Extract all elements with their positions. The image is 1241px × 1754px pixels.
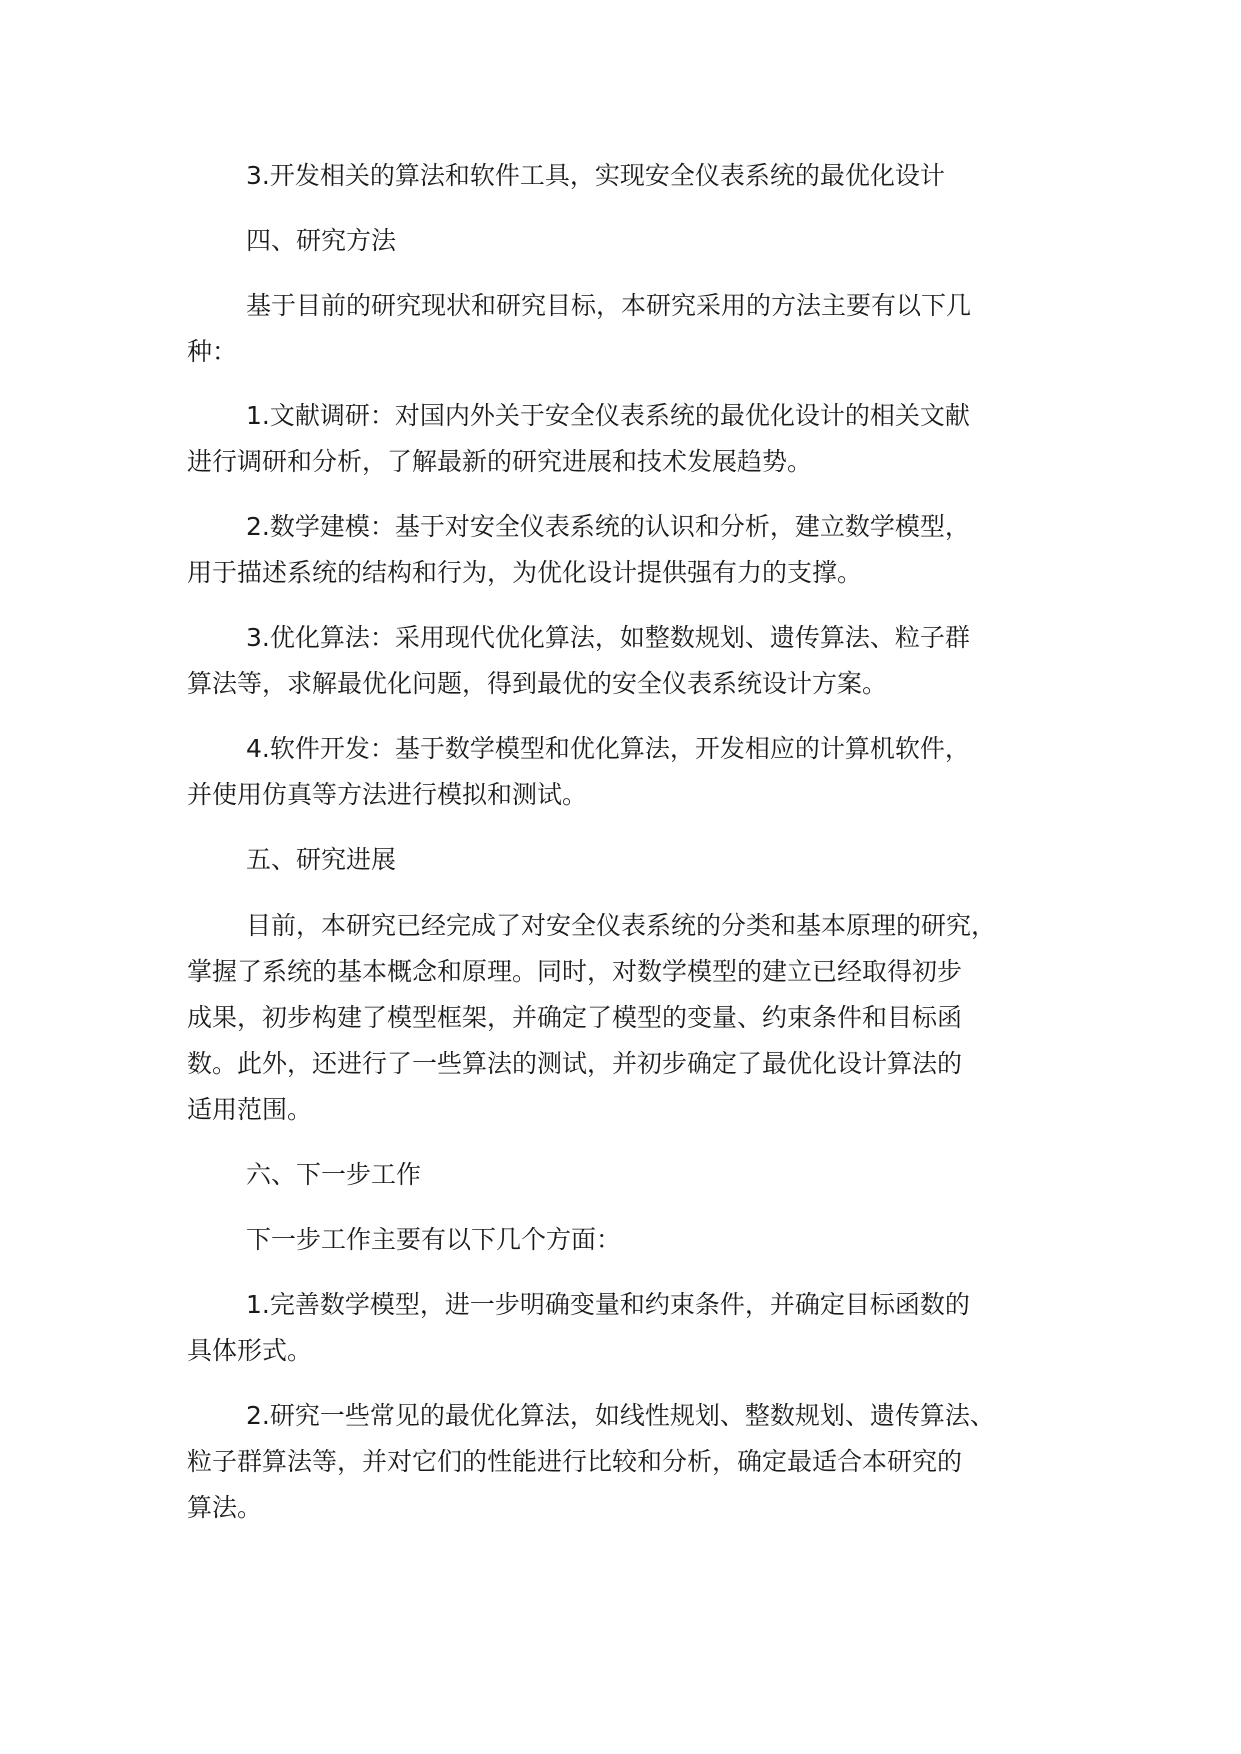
methods-intro-line: 基于目前的研究现状和研究目标，本研究采用的方法主要有以下几: [246, 291, 972, 320]
method-literature-line: 1.文献调研：对国内外关于安全仪表系统的最优化设计的相关文献: [246, 401, 970, 430]
progress-paragraph-line: 掌握了系统的基本概念和原理。同时，对数学模型的建立已经取得初步: [187, 957, 963, 986]
method-optimization-line: 算法等，求解最优化问题，得到最优的安全仪表系统设计方案。: [187, 669, 888, 698]
next-step-2-line: 2.研究一些常见的最优化算法，如线性规划、整数规划、遗传算法、: [246, 1401, 995, 1430]
method-optimization-line: 3.优化算法：采用现代优化算法，如整数规划、遗传算法、粒子群: [246, 623, 970, 652]
heading-research-progress: 五、研究进展: [246, 845, 397, 874]
method-modeling-line: 用于描述系统的结构和行为，为优化设计提供强有力的支撑。: [187, 558, 863, 587]
next-step-1-line: 具体形式。: [187, 1336, 313, 1365]
progress-paragraph-line: 成果，初步构建了模型框架，并确定了模型的变量、约束条件和目标函: [187, 1003, 963, 1032]
method-literature-line: 进行调研和分析，了解最新的研究进展和技术发展趋势。: [187, 447, 813, 476]
item-3-software-tools: 3.开发相关的算法和软件工具，实现安全仪表系统的最优化设计: [246, 161, 945, 190]
next-steps-intro: 下一步工作主要有以下几个方面：: [246, 1225, 622, 1254]
heading-next-steps: 六、下一步工作: [246, 1160, 422, 1189]
heading-research-methods: 四、研究方法: [246, 226, 397, 255]
method-software-line: 4.软件开发：基于数学模型和优化算法，开发相应的计算机软件，: [246, 734, 970, 763]
method-software-line: 并使用仿真等方法进行模拟和测试。: [187, 780, 588, 809]
progress-paragraph-line: 目前，本研究已经完成了对安全仪表系统的分类和基本原理的研究，: [246, 911, 997, 940]
method-modeling-line: 2.数学建模：基于对安全仪表系统的认识和分析，建立数学模型，: [246, 512, 970, 541]
next-step-2-line: 粒子群算法等，并对它们的性能进行比较和分析，确定最适合本研究的: [187, 1447, 963, 1476]
progress-paragraph-line: 适用范围。: [187, 1095, 313, 1124]
methods-intro-line: 种：: [187, 337, 238, 366]
next-step-1-line: 1.完善数学模型，进一步明确变量和约束条件，并确定目标函数的: [246, 1290, 970, 1319]
next-step-2-line: 算法。: [187, 1493, 263, 1522]
progress-paragraph-line: 数。此外，还进行了一些算法的测试，并初步确定了最优化设计算法的: [187, 1049, 963, 1078]
